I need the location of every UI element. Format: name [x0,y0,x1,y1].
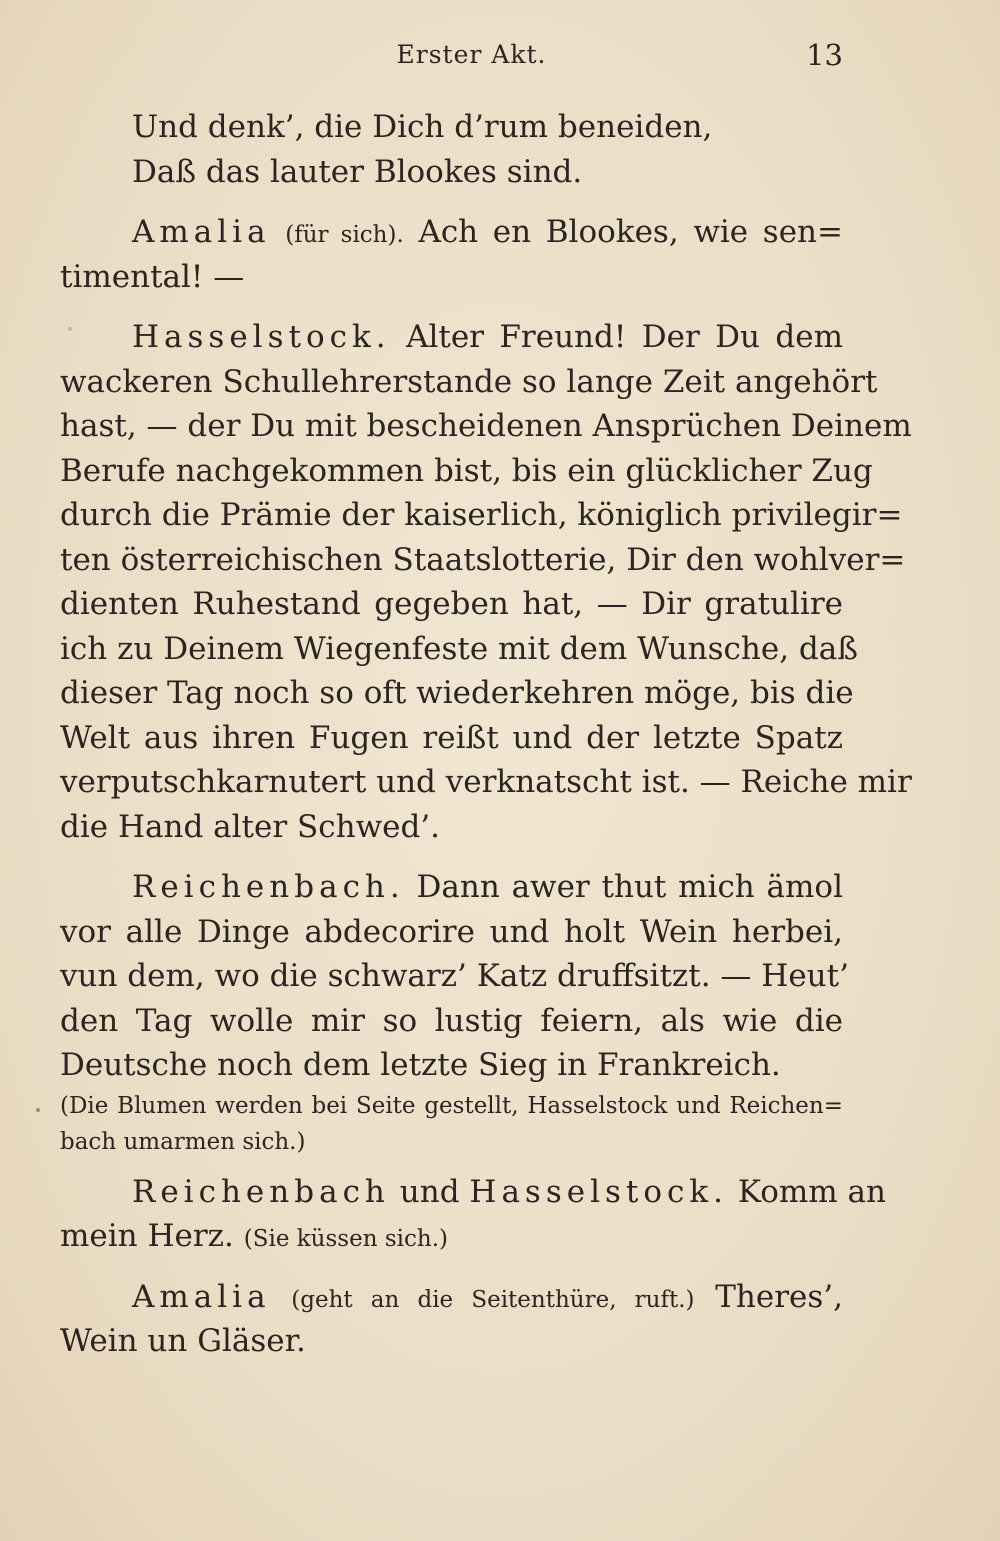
speech-line: wackeren Schullehrerstande so lange Zeit angehört [60,363,878,400]
stage-direction: (geht an die Seitenthüre, ruft.) [291,1286,695,1313]
paper-speck [68,327,72,331]
speech-line [60,1275,843,1320]
stage-note-line: bach umarmen sich.) [60,1128,306,1155]
body-text [60,105,912,1364]
speech-line: Wein un Gläser. [60,1323,306,1359]
speech-line: vor alle Dinge abdecorire und holt Wein herbei, [60,913,843,950]
speech-line: Welt aus ihren Fugen reißt und der letzte Spatz [60,719,843,756]
speech-line: die Hand alter Schwed’. [60,808,441,845]
speech-line: timental! — [60,258,245,295]
verse-line: Daß das lauter Blookes sind. [132,153,583,190]
speech-line: ten österreichischen Staatslotterie, Dir den wohlver= [60,541,906,578]
speaker-name: Amalia [132,214,271,250]
page-number: 13 [806,38,843,72]
speech-line: Berufe nachgekommen bist, bis ein glücklicher Zug [60,452,873,489]
speech-line: dienten Ruhestand gegeben hat, — Dir gratulire [60,586,843,622]
speaker-name: Hasselstock. [469,1173,729,1210]
speech-line [60,1170,886,1215]
verse-line: Und denk’, die Dich d’rum beneiden, [132,109,713,145]
paper-speck [36,1108,40,1112]
speech-text: Alter Freund! Der Du dem [406,319,844,355]
speech-line: verputschkarnutert und verknatscht ist. — Reiche mir [60,764,912,800]
stage-note-line: (Die Blumen werden bei Seite gestellt, Hasselstock und Reichen= [60,1092,843,1119]
speech-text: Komm an [737,1173,886,1210]
speech-line: vun dem, wo die schwarz’ Katz druffsitzt. — Heut’ [60,958,849,994]
speech-text: Dann awer thut mich ämol [416,869,843,905]
speech-text: und [399,1173,460,1210]
speaker-name: Amalia [132,1278,271,1315]
stage-direction: (Sie küssen sich.) [243,1226,448,1252]
speech-line: Deutsche noch dem letzte Sieg in Frankreich. [60,1047,781,1083]
speech-text: Theres’, [715,1278,843,1315]
speech-line: durch die Prämie der kaiserlich, königlich privilegir= [60,497,903,533]
speech-line: den Tag wolle mir so lustig feiern, als wie die [60,1002,843,1039]
speaker-name: Reichenbach [132,1173,390,1210]
running-head-title: Erster Akt. [396,40,547,69]
speaker-name: Reichenbach. [132,869,405,905]
speech-line: hast, — der Du mit bescheidenen Ansprüchen Deinem [60,408,912,444]
running-head [60,38,843,78]
speech-line: ich zu Deinem Wiegenfeste mit dem Wunsche, daß [60,630,858,667]
speech-line: dieser Tag noch so oft wiederkehren möge, bis die [60,675,854,711]
speaker-name: Hasselstock. [132,319,391,355]
speech-text: mein Herz. [60,1218,234,1254]
stage-direction: (für sich). [285,222,404,248]
speech-line [60,210,843,255]
speech-text: Ach en Blookes, wie sen= [418,214,843,250]
speech-line [60,865,843,910]
speech-line [60,315,843,360]
speech-line [60,1214,843,1259]
stage-note [60,1088,843,1160]
